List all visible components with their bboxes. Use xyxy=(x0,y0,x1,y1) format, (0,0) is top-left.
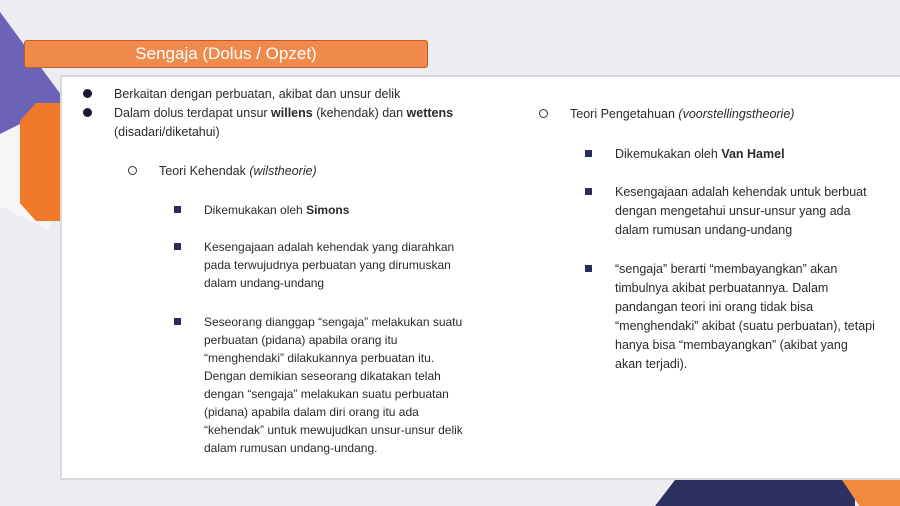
author-simons: Simons xyxy=(306,203,350,217)
bullet-square-icon xyxy=(585,150,592,157)
bullet-square-icon xyxy=(174,243,181,250)
bullet-ring-icon xyxy=(128,166,137,175)
bullet-ring-icon xyxy=(539,109,548,118)
text-line: akan terjadi). xyxy=(615,357,688,371)
text-line: “sengaja” berarti “membayangkan” akan xyxy=(615,262,838,276)
theory-kehendak-label: Teori Kehendak xyxy=(159,164,250,178)
bullet-square-icon xyxy=(585,265,592,272)
text-line: dengan mengetahui unsur-unsur yang ada xyxy=(615,204,851,218)
text-line: Kesengajaan adalah kehendak yang diarahkan xyxy=(204,240,455,254)
bullet-2-mid: (kehendak) dan xyxy=(312,106,407,120)
theory-pengetahuan-label: Teori Pengetahuan xyxy=(570,107,679,121)
text-line: dengan “sengaja” melakukan suatu perbuatan xyxy=(204,387,449,401)
author-van-hamel: Van Hamel xyxy=(721,147,785,161)
text-line: dalam undang-undang xyxy=(204,276,325,290)
text-line: pada terwujudnya perbuatan yang dirumuskan xyxy=(204,258,451,272)
text-line: timbulnya akibat perbuatannya. Dalam xyxy=(615,281,829,295)
theory-pengetahuan-heading xyxy=(570,105,794,123)
text-line: “menghendaki” akibat (suatu perbuatan), tetapi xyxy=(615,319,875,333)
bullet-square-icon xyxy=(174,318,181,325)
text-line: “menghendaki” dilakukannya perbuatan itu. xyxy=(204,351,435,365)
text-line: (pidana) apabila dalam diri orang itu ada xyxy=(204,405,419,419)
left-sub1 xyxy=(204,201,349,219)
text-line: “kehendak” untuk mewujudkan unsur-unsur delik xyxy=(204,423,463,437)
bullet-text-1: Berkaitan dengan perbuatan, akibat dan unsur delik xyxy=(114,87,401,101)
bullet-square-icon xyxy=(174,206,181,213)
bullet-dot-icon xyxy=(83,89,92,98)
text-line: dalam rumusan undang-undang. xyxy=(204,441,378,455)
text-line: perbuatan (pidana) apabila orang itu xyxy=(204,333,398,347)
left-sub3 xyxy=(204,313,463,457)
theory-pengetahuan-term: (voorstellingstheorie) xyxy=(678,107,795,121)
right-sub2 xyxy=(615,183,867,240)
bullet-text-2 xyxy=(114,104,494,122)
decor-orange-hexagon xyxy=(20,103,60,221)
text-line: pandangan teori ini orang tidak bisa xyxy=(615,300,814,314)
right-sub1-pre: Dikemukakan oleh xyxy=(615,147,722,161)
text-line: dalam rumusan undang-undang xyxy=(615,223,793,237)
theory-kehendak-heading xyxy=(159,162,317,180)
bullet-dot-icon xyxy=(83,108,92,117)
theory-kehendak-term: (wilstheorie) xyxy=(249,164,317,178)
right-sub1 xyxy=(615,145,785,163)
bullet-text-2-line2: (disadari/diketahui) xyxy=(114,125,220,139)
term-wettens: wettens xyxy=(406,106,454,120)
bullet-2-pre: Dalam dolus terdapat unsur xyxy=(114,106,272,120)
right-sub3 xyxy=(615,260,875,374)
text-line: hanya bisa “membayangkan” (akibat yang xyxy=(615,338,848,352)
bullet-square-icon xyxy=(585,188,592,195)
text-line: Dengan demikian seseorang dikatakan telah xyxy=(204,369,441,383)
slide-title: Sengaja (Dolus / Opzet) xyxy=(24,40,428,68)
left-sub1-pre: Dikemukakan oleh xyxy=(204,203,307,217)
term-willens: willens xyxy=(271,106,313,120)
decor-navy-shape xyxy=(655,480,855,506)
left-sub2 xyxy=(204,238,454,292)
text-line: Kesengajaan adalah kehendak untuk berbuat xyxy=(615,185,867,199)
text-line: Seseorang dianggap “sengaja” melakukan suatu xyxy=(204,315,463,329)
